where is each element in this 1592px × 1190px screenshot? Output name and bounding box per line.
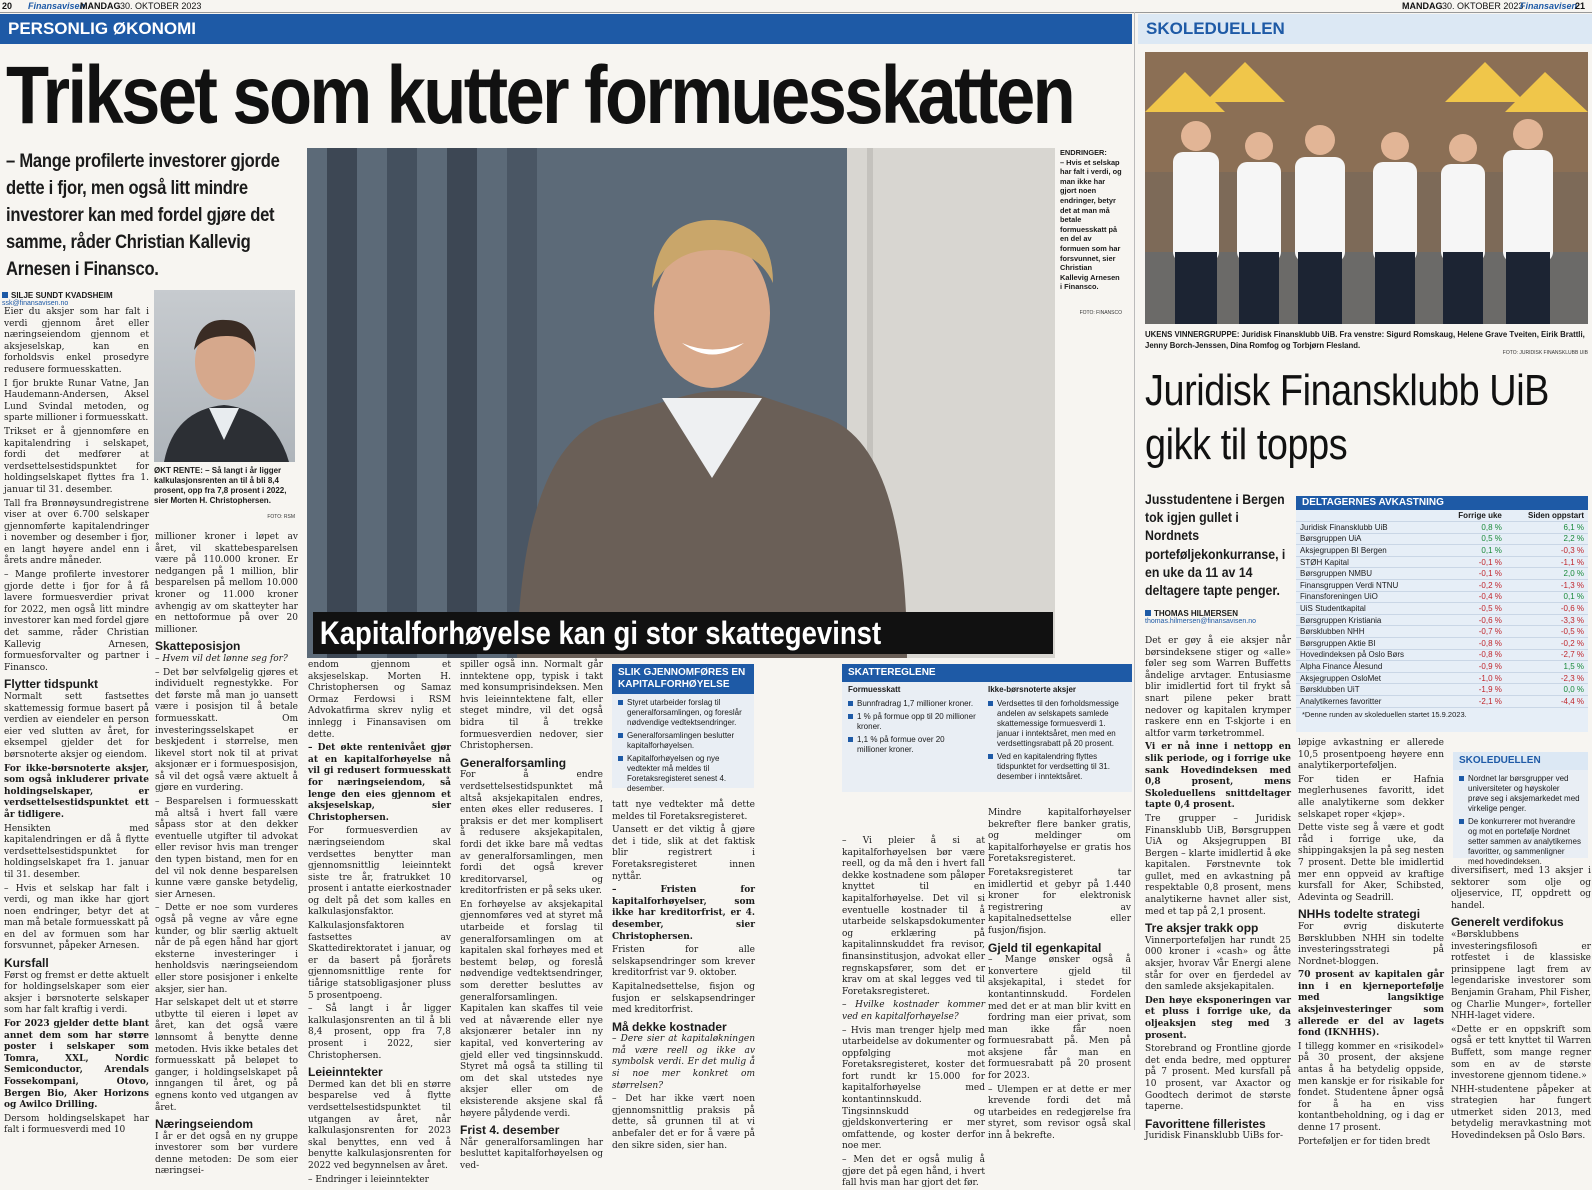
team-name: Børsklubben UiT [1296, 684, 1440, 696]
return-since-start: -4,4 % [1506, 696, 1588, 708]
returns-table-footnote: *Denne runden av skoleduellen startet 15.9.2023. [1302, 709, 1467, 719]
paragraph: Normalt sett fastsettes skattemessig formue basert på verdien av eiendeler en person eier ved slutten av året, for eksempel gjelder det for børsnoterte aksjer og eiendom. [4, 692, 149, 760]
right-lead-container [1145, 490, 1287, 610]
table-row [1296, 591, 1588, 603]
main-caption-label: ENDRINGER: [1060, 148, 1107, 157]
table-row [1296, 580, 1588, 592]
info-box-skattereglene [842, 664, 1132, 792]
table-row [1296, 614, 1588, 626]
main-photo [307, 148, 1055, 658]
return-last-week: -1,9 % [1440, 684, 1506, 696]
right-article-column-2 [1298, 738, 1444, 1147]
headline: Trikset som kutter formuesskatten [6, 50, 1074, 141]
return-since-start: 0,0 % [1506, 684, 1588, 696]
subheading: Favorittene filleristes [1145, 1116, 1266, 1131]
paragraph: Først og fremst er dette aktuelt for holdingselskaper som eier aksjer i børsnoterte selskaper som har falt kraftig i verdi. [4, 970, 149, 1016]
return-since-start: 0,1 % [1506, 591, 1588, 603]
info-box-kapitalforhoyelse [612, 664, 754, 793]
table-row [1296, 696, 1588, 708]
return-since-start: 2,0 % [1506, 568, 1588, 580]
portrait-caption-text: – Så langt i år ligger kalkulasjonsrenten an til å bli 8,4 prosent, opp fra 7,8 prosent i 2022, sier Morten H. Christophersen. [154, 466, 287, 505]
paragraph: Juridisk Finansklubb UiBs for- [1145, 1131, 1284, 1142]
returns-table-box [1296, 496, 1588, 732]
subheading: Gjeld til egenkapital [988, 940, 1102, 955]
group-photo-scene [1145, 52, 1588, 324]
info-box-item: De konkurrerer mot hverandre og mot en portefølje Nordnet setter sammen av analytikernes favoritter, og sammenligner med hovedindeksen. [1459, 817, 1582, 867]
paragraph: Uansett er det viktig å gjøre det i tide, slik at det faktisk blir registrert i Foretaksregisteret innen nyttår. [612, 825, 755, 882]
subheading: Skatteposisjon [155, 639, 241, 654]
paragraph: Dermed kan det bli en større besparelse ved å flytte verdsettelsestidspunktet til utgangen av året, når kalkulasjonsrenten for 2023 skal benyttes, enn ved å benytte kalkulasjonsrenten for 2022 ved begynnelsen av året. [308, 1079, 451, 1171]
portrait-foto-credit: FOTO: RSM [267, 514, 295, 520]
subheading: Frist 4. desember [460, 1123, 560, 1138]
returns-table [1296, 510, 1588, 708]
paragraph: Har selskapet delt ut et større utbytte til eieren i løpet av året, kan det også være lønnsomt å benytte denne metoden. Hvis ikke betales det formuesskatt på beløpet to ganger, i holdingselskapet på inngangen til året, og på egnens konto ved utgangen av året. [155, 998, 298, 1113]
team-name: Hovedindeksen på Oslo Børs [1296, 649, 1440, 661]
return-last-week: -0,5 % [1440, 603, 1506, 615]
right-lead: Jusstudentene i Bergen tok igjen gullet i Nordnets porteføljekonkurranse, i en uke da 11 av 14 deltagere tapte penger. [1145, 491, 1286, 599]
return-since-start: -0,3 % [1506, 545, 1588, 557]
team-name: Børsgruppen NMBU [1296, 568, 1440, 580]
paragraph: – Men det er også mulig å gjøre det på egen hånd, i hvert fall hvis man har gjort det før. [842, 1155, 985, 1189]
article-column-6 [842, 836, 985, 1189]
byline-email[interactable]: ssk@finansavisen.no [2, 300, 69, 307]
table-row [1296, 568, 1588, 580]
paragraph: – Mange ønsker også å konvertere gjeld til aksjekapital, i stedet for kontantinnskudd. Fordelen med det er at man blir kvitt en fordring man eier privat, som man ikke får noen formuesrabatt på. Men på aksjene får man en formuesrabatt på 20 prosent for 2023. [988, 955, 1131, 1082]
paragraph: – Det bør selvfølgelig gjøres et individuelt regnestykke. For det første må man jo uansett være i posisjon til å betale formuesskatt. Om investeringsselskapet er beskjedent i størrelse, men likevel stort nok til at privat aksjonær er i formuesposisjon, så vil det også være aktuelt å gjøre en vurdering. [155, 667, 298, 794]
subheading: Kursfall [4, 956, 49, 971]
section-label: SKOLEDUELLEN [1146, 19, 1285, 38]
subheading: Leieinntekter [308, 1065, 383, 1080]
group-photo [1145, 52, 1588, 324]
paragraph: Tre grupper – Juridisk Finansklubb UiB, Børsgruppen UiA og Aksjegruppen BI Bergen – klarte imidlertid å øke kapitalen. Førstnevnte tok gullet, med en avkastning på respektable 0,8 prosent, mens analytikerne havnet aller sist, med et tap på 2,1 prosent. [1145, 813, 1291, 917]
main-photo-foto-credit: FOTO: FINANSCO [1079, 310, 1122, 316]
return-since-start: -0,2 % [1506, 638, 1588, 650]
paragraph: «Dette er en oppskrift som også er tett knyttet til Warren Buffett, som mange regner som en av de største investorene gjennom tidene.» [1451, 1024, 1591, 1082]
paragraph: For øvrig diskuterte Børsklubben NHH sin todelte investeringsstrategi på Nordnet-bloggen. [1298, 921, 1444, 967]
paragraph: Vinnerporteføljen har rundt 25 000 kroner i «cash» og åtte aksjer, hvorav Vår Energi alene står for over en fjerdedel av den samlede aksjekapitalen. [1145, 935, 1291, 993]
lead-container [6, 148, 306, 288]
paragraph: Trikset er å gjennomføre en kapitalendring i selskapet, fordi det medfører at verdsettelsestidspunktet for holdingselskapet flyttes fra 1. januar til 31. desember. [4, 426, 149, 495]
subheading: Flytter tidspunkt [4, 677, 99, 692]
paragraph: – Fristen for kapitalforhøyelser, som ikke har kreditorfrist, er 4. desember, sier Christophersen. [612, 885, 755, 942]
paragraph: – Hvis man trenger hjelp med utarbeidelse av dokumenter og oppfølging mot Foretaksregisteret, koster det fort rundt kr 15.000 for kapitalforhøyelse med kontantinnskudd. Tingsinnskudd og gjeldskonvertering er mer omfattende, og koster derfor noe mer. [842, 1025, 985, 1152]
returns-table-header [1296, 510, 1588, 522]
info-box-title: SKOLEDUELLEN [1453, 752, 1588, 770]
paragraph: – Så langt i år ligger kalkulasjonsrenten an til å bli 8,4 prosent, opp fra 7,8 prosent i 2022, sier Christophersen. [308, 1004, 451, 1061]
info-box-left-column [842, 682, 982, 789]
info-box-title: SLIK GJENNOMFØRES EN KAPITALFORHØYELSE [612, 664, 754, 694]
info-box-item: Generalforsamlingen beslutter kapitalforhøyelsen. [618, 731, 748, 751]
paragraph: Kapitalnedsettelse, fisjon og fusjon er selskapsendringer med kreditorfrist. [612, 981, 755, 1016]
team-name: Alpha Finance Ålesund [1296, 661, 1440, 673]
info-box-item: Styret utarbeider forslag til generalforsamlingen, og foreslår nødvendige vedtektsendringer. [618, 698, 748, 728]
paragraph: Det er gøy å eie aksjer når børsindeksene stiger og «alle» føler seg som Warren Buffetts åndelige arvtager. Entusiasme blir imidlertid fort til frykt så snart pilene peker bratt nedover og kapitalen krymper raskere enn en T-skjorte i en altfor varm tørketrommel. [1145, 636, 1291, 739]
paragraph: – Dere sier at kapitaløkningen må være reell og ikke av symbolsk verdi. Er det mulig å si noe mer konkret om størrelsen? [612, 1034, 755, 1091]
paragraph: Vi er nå inne i nettopp en slik periode, og i forrige uke sank Hovedindeksen med 0,8 prosent, mens Skoleduellens snittdeltager tapte 0,4 prosent. [1145, 742, 1291, 811]
return-last-week: -0,8 % [1440, 649, 1506, 661]
table-row [1296, 684, 1588, 696]
section-header-skoleduellen [1138, 14, 1592, 44]
paragraph: tatt nye vedtekter må dette meldes til Foretaksregisteret. [612, 800, 755, 822]
paragraph: løpige avkastning er allerede 10,5 prosentpoeng høyere enn analytikerporteføljen. [1298, 738, 1444, 772]
info-box-item: Nordnet lar børsgrupper ved universiteter og høyskoler prøve seg i aksjemarkedet med virkelige penger. [1459, 774, 1582, 814]
team-name: Børsgruppen Kristiania [1296, 614, 1440, 626]
paragraph: – Det har ikke vært noen gjennomsnittlig praksis på dette, så grunnen til at vi anbefaler det er for å være på den sikre siden, sier han. [612, 1094, 755, 1151]
right-headline: Juridisk Finansklubb UiB gikk til topps [1145, 366, 1549, 469]
byline-email[interactable]: thomas.hilmersen@finansavisen.no [1145, 618, 1256, 625]
date-day-right: MANDAG [1402, 1, 1443, 11]
team-name: Børsklubben NHH [1296, 626, 1440, 638]
subheading: NHHs todelte strategi [1298, 907, 1421, 922]
subheading: Næringseiendom [155, 1117, 254, 1132]
paragraph: For ikke-børsnoterte aksjer, som også inkluderer private holdingselskaper, er verdsettelsestidspunktet ett år tidligere. [4, 763, 149, 820]
info-box-item: Verdsettes til den forholdsmessige andelen av selskapets samlede skattemessige formuesverdi 1. januar i inntektsåret, men med en verdsettingsrabatt på 20 prosent. [988, 699, 1126, 749]
team-name: Finansgruppen Verdi NTNU [1296, 580, 1440, 592]
paragraph: – Dette er noe som vurderes også på vegne av våre egne kunder, og blir særlig aktuelt når de på egen hånd har gjort eksterne investeringer i henholdsvis næringseiendom eller store posisjoner i enkelte aksjer, sier han. [155, 903, 298, 995]
team-name: Aksjegruppen OsloMet [1296, 672, 1440, 684]
paragraph: – Det økte rentenivået gjør at en kapitalforhøyelse nå vil gi redusert formuesskatt for næringseiendom, så lenge den eies gjennom et aksjeselskap, sier Christophersen. [308, 743, 451, 823]
return-last-week: -0,2 % [1440, 580, 1506, 592]
page-gutter [1134, 12, 1135, 1130]
right-byline [1145, 609, 1287, 625]
info-box-item: Ved en kapitalendring flyttes tidspunktet for verdsetting til 31. desember i inntektsåret. [988, 752, 1126, 782]
team-name: Juridisk Finansklubb UiB [1296, 522, 1440, 534]
right-headline-container [1145, 364, 1588, 474]
return-last-week: 0,5 % [1440, 533, 1506, 545]
info-box-item: Kapitalforhøyelsen og nye vedtekter må meldes til Foretaksregisteret senest 4. desember. [618, 754, 748, 794]
return-since-start: -0,6 % [1506, 603, 1588, 615]
info-box-item: 1 % på formue opp til 20 millioner kroner. [848, 712, 976, 732]
info-box-item: Bunnfradrag 1,7 millioner kroner. [848, 699, 976, 709]
byline [2, 291, 152, 307]
subheading: Generelt verdifokus [1451, 915, 1564, 930]
right-article-column-3 [1451, 866, 1591, 1142]
portrait-caption-label: ØKT RENTE: [154, 466, 203, 475]
group-photo-caption [1145, 330, 1588, 351]
team-name: Børsgruppen Aktie BI [1296, 638, 1440, 650]
paragraph: – Endringer i leieinntekter [308, 1174, 429, 1185]
return-since-start: -1,3 % [1506, 580, 1588, 592]
paragraph: For å endre verdsettelsestidspunktet må altså aksjekapitalen endres, enten økes eller reduseres. I praksis er det mer komplisert å redusere aksjekapitalen, fordi det ikke bare må vedtas av generalforsamlingen, men fordi det også krever kreditorvarsel, og kreditorfristen er på seks uker. [460, 770, 603, 897]
returns-table-body [1296, 522, 1588, 708]
subheading: Tre aksjer trakk opp [1145, 921, 1259, 936]
info-box-skoleduellen [1453, 752, 1588, 866]
paragraph: Dette viste seg å være et godt råd i forrige uke, da shippingaksjen la på seg nesten 7 prosent. Dette ble imidlertid mer enn oppveid av kraftige kursfall for Aker, Schibsted, Adevinta og Seadrill. [1298, 823, 1444, 903]
paragraph: En forhøyelse av aksjekapital gjennomføres ved at styret må utarbeide et forslag til generalforsamlingen om at kapitalen skal forhøyes med et bestemt beløp, og foreslå nødvendige vedtektsendringer, som deretter besluttes av generalforsamlingen. Kapitalen kan skaffes til veie ved at nåværende eller nye aksjonærer betaler inn ny kapital, ved konvertering av gjeld eller ved tingsinnskudd. Styret må også ta stilling til om det skal utstedes nye aksjer eller om de eksisterende aksjene skal få høyere pålydende verdi. [460, 899, 603, 1119]
paragraph: For 2023 gjelder dette blant annet dem som har større poster i selskaper som Tomra, XXL, Nordic Semiconductor, Arendals Fossekompani, Otovo, Bergen Bio, Aker Horizons og Awilco Drilling. [4, 1019, 149, 1111]
date-right: 30. OKTOBER 2023 [1442, 1, 1524, 11]
team-name: Aksjegruppen BI Bergen [1296, 545, 1440, 557]
returns-header-name [1296, 510, 1440, 522]
paragraph: Kalkulasjonsfaktoren fastsettes av Skattedirektoratet i januar, og er da basert på fjorårets gjennomsnittlige rente for tiårige statsobligasjoner pluss 5 prosentpoeng. [308, 921, 451, 1001]
return-since-start: 1,5 % [1506, 661, 1588, 673]
team-name: Analytikernes favoritter [1296, 696, 1440, 708]
page-number-left: 20 [2, 1, 13, 11]
paragraph: spiller også inn. Normalt går inntektene opp, typisk i takt med konsumprisindeksen. Men hvis leieinntektene falt, eller steget mindre, vil det også bidra til å trekke formuesverdien nedover, sier Christophersen. [460, 660, 603, 752]
paragraph: millioner kroner i løpet av året, vil skattebesparelsen være på 110.000 kroner. Er nedgangen på 1 million, blir besparelsen på mellom 10.000 kroner og 11.000 kroner avhengig av om skatteyter har en nettoformue på over 20 millioner. [155, 532, 298, 635]
article-column-5 [612, 800, 755, 1151]
paragraph: – Hvis et selskap har falt i verdi, og man ikke har gjort noen endringer, betyr det at man må betale formuesskatt på en del av formuen som har forsvunnet, påpeker Arnesen. [4, 883, 149, 952]
paragraph: Tall fra Brønnøysundregistrene viser at over 6.700 selskaper gjennomførte kapitalendringer i november og desember i fjor, en langt høyere andel enn i årets andre måneder. [4, 498, 149, 567]
paragraph: – Besparelsen i formuesskatt må altså i hvert fall være såpass stor at den dekker eventuelle utgifter til advokat eller revisor hvis man trenger den typen bistand, men for en del vil nok denne besparelsen kunne være ganske betydelig, sier Arnesen. [155, 797, 298, 900]
team-name: UiS Studentkapital [1296, 603, 1440, 615]
byline-name: THOMAS HILMERSEN [1154, 609, 1238, 618]
return-last-week: -1,0 % [1440, 672, 1506, 684]
table-row [1296, 626, 1588, 638]
returns-header-forrige: Forrige uke [1440, 510, 1506, 522]
table-row [1296, 638, 1588, 650]
paragraph: «Børsklubbens investeringsfilosofi er rotfestet i de klassiske prinsippene lagt frem av legendariske investorer som Benjamin Graham, Phil Fisher, og Charlie Munger», forteller NHH-laget videre. [1451, 929, 1591, 1022]
section-header-personlig-okonomi [0, 14, 1132, 44]
brand-left: Finansavisen [28, 1, 86, 11]
page-number-right: 21 [1575, 1, 1586, 11]
table-row [1296, 661, 1588, 673]
return-last-week: 0,1 % [1440, 545, 1506, 557]
paragraph: Porteføljen er for tiden bredt [1298, 1136, 1431, 1147]
info-box-columns [842, 682, 1132, 789]
brand-right: Finansavisen [1520, 1, 1578, 11]
paragraph: Storebrand og Frontline gjorde det enda bedre, med oppturer på 7 prosent. Med kursfall på 10 prosent, var Axactor og Goodtech derimot de største taperne. [1145, 1044, 1291, 1113]
main-caption-text: – Hvis et selskap har falt i verdi, og man ikke har gjort noen endringer, betyr det at man må betale formuesskatt på en del av formuen som har forsvunnet, sier Christian Kallevig Arnesen i Finansco. [1060, 157, 1122, 292]
lead-text: – Mange profilerte investorer gjorde dette i fjor, men også litt mindre investorer kan med fordel gjøre det samme, råder Christian Kallevig Arnesen i Finansco. [6, 150, 280, 280]
group-caption-text: Juridisk Finansklubb UiB. Fra venstre: Sigurd Romskaug, Helene Grave Tveiten, Eirik Brattli, Jenny Borch-Jenssen, Dina Romfog og Torbjørn Flesland. [1145, 330, 1585, 350]
paragraph: Når generalforsamlingen har besluttet kapitalforhøyelsen og ved- [460, 1137, 603, 1171]
paragraph: For tiden er Hafnia meglerhusenes favoritt, idet alle analytikerne som dekker selskapet roper «kjøp». [1298, 774, 1444, 820]
paragraph: Fristen for alle selskapsendringer som krever kreditorfrist var 9. oktober. [612, 945, 755, 979]
paragraph: 70 prosent av kapitalen går inn i en kjerneportefølje med langsiktige aksjeinvesteringer som allerede er del av lagets fond (IKNHHS). [1298, 970, 1444, 1039]
group-caption-label: UKENS VINNERGRUPPE: [1145, 330, 1240, 339]
info-box-right-column [982, 682, 1132, 789]
return-last-week: -2,1 % [1440, 696, 1506, 708]
paragraph: Dersom holdingselskapet har falt i formuesverdi med 10 [4, 1113, 149, 1136]
return-last-week: -0,6 % [1440, 614, 1506, 626]
paragraph: Mindre kapitalforhøyelser bekrefter flere banker gratis, og meldinger om kapitalforhøyelse er gratis hos Foretaksregisteret. [988, 808, 1131, 865]
paragraph: diversifisert, med 13 aksjer i sektorer som olje og oljeservice, IT, oppdrett og handel. [1451, 866, 1591, 911]
paragraph: – Ulempen er at dette er mer krevende fordi det må utarbeides en redegjørelse fra styret, som revisor også skal inn å bekrefte. [988, 1084, 1131, 1142]
table-row [1296, 603, 1588, 615]
date-day-left: MANDAG [80, 1, 121, 11]
paragraph: Hensikten med kapitalendringen er då å flytte verdsettelsestidspunktet for holdingselskapet fra 1. januar til 31. desember. [4, 823, 149, 880]
table-row [1296, 533, 1588, 545]
main-photo-caption [1060, 148, 1122, 292]
paragraph: I år er det også en ny gruppe investorer som bør vurdere denne metoden: De som eier næringsei- [155, 1131, 298, 1177]
return-last-week: -0,4 % [1440, 591, 1506, 603]
paragraph: – Mange profilerte investorer gjorde dette i fjor for å få lavere formuesverdier privat for 2022, men også litt mindre investorer kan med fordel gjøre det samme, råder Christian Kallevig Arnesen, formuesforvalter og partner i Finansco. [4, 570, 149, 673]
portrait-photo [154, 290, 295, 462]
section-label: PERSONLIG ØKONOMI [8, 19, 196, 38]
return-since-start: -3,3 % [1506, 614, 1588, 626]
paragraph: For formuesverdien av næringseiendom skal verdsettes benytter man gjennomsnittlig leieinntekt siste tre år, fratrukket 10 prosent i antatte eierkostnader og delt på det som kalles en kalkulasjonsfaktor. [308, 826, 451, 918]
info-box-list [1453, 770, 1588, 874]
header-rule [0, 12, 1592, 13]
returns-header-oppstart: Siden oppstart [1506, 510, 1588, 522]
byline-name: SILJE SUNDT KVADSHEIM [11, 291, 113, 300]
return-last-week: -0,1 % [1440, 568, 1506, 580]
article-column-1 [4, 307, 149, 1136]
table-row [1296, 649, 1588, 661]
article-column-2 [155, 532, 298, 1177]
return-since-start: 2,2 % [1506, 533, 1588, 545]
byline-square-icon [1145, 610, 1151, 616]
subheading: Generalforsamling [460, 755, 567, 770]
portrait-figure [154, 290, 295, 462]
headline-container [6, 52, 1126, 140]
team-name: Finansforeningen UiO [1296, 591, 1440, 603]
paragraph: I tillegg kommer en «risikodel» på 30 prosent, der aksjene antas å ha betydelig oppside, men kanskje er for risikable for fondet. Studentene åpner også for å ha en viss kontantbeholdning, og i dag er denne 17 prosent. [1298, 1041, 1444, 1133]
page-header-bar [0, 0, 1592, 12]
main-photo-scene [307, 148, 1055, 658]
paragraph: – Vi pleier å si at kapitalforhøyelsen bør være reell, og da må den i hvert fall dekke kostnadene som påløper knyttet til en kapitalforhøyelse. Det vil si eventuelle kostnader til å utarbeide selskapsdokumenter og erklæring på kapitalinnskuddet fra revisor, finansinstitusjon, advokat eller regnskapsfører, som det er krav om at skal legges ved til Foretaksregisteret. [842, 836, 985, 997]
article-column-7 [988, 808, 1131, 1142]
date-left: 30. OKTOBER 2023 [120, 1, 202, 11]
info-box-list [612, 694, 754, 801]
returns-table-title: DELTAGERNES AVKASTNING [1296, 496, 1588, 510]
table-row [1296, 545, 1588, 557]
subheading: Må dekke kostnader [612, 1019, 727, 1034]
team-name: STØH Kapital [1296, 556, 1440, 568]
photo-title-bar [313, 612, 1053, 654]
paragraph: Den høye eksponeringen var et pluss i forrige uke, da oljeaksjen steg med 3 prosent. [1145, 995, 1291, 1041]
right-article-column-1 [1145, 636, 1291, 1142]
info-box-item: 1,1 % på formue over 20 millioner kroner. [848, 735, 976, 755]
return-since-start: -0,5 % [1506, 626, 1588, 638]
return-since-start: -2,3 % [1506, 672, 1588, 684]
paragraph: I fjor brukte Runar Vatne, Jan Haudemann-Andersen, Aksel Lund Svindal metoden, og sparte millioner i formuesskatt. [4, 378, 149, 424]
article-column-4 [460, 660, 603, 1171]
paragraph: endom gjennom et aksjeselskap. Morten H. Christophersen og Samaz Ormaz Ferdowsi i RSM Advokatfirma skrev nylig et innlegg i Finansavisen om dette. [308, 660, 451, 740]
return-last-week: -0,9 % [1440, 661, 1506, 673]
info-box-subhead: Formuesskatt [848, 685, 901, 694]
byline-square-icon [2, 292, 8, 298]
paragraph: Eier du aksjer som har falt i verdi gjennom året eller næringseiendom gjennom et aksjeselskap, kan en forholdsvis enkel prosedyre redusere formuesskatten. [4, 307, 149, 375]
info-box-subhead: Ikke-børsnoterte aksjer [988, 685, 1077, 694]
article-column-3 [308, 660, 451, 1185]
return-last-week: 0,8 % [1440, 522, 1506, 534]
return-since-start: -1,1 % [1506, 556, 1588, 568]
return-last-week: -0,7 % [1440, 626, 1506, 638]
paragraph: – Hvem vil det lønne seg for? [155, 653, 288, 664]
table-row [1296, 522, 1588, 534]
return-since-start: -2,7 % [1506, 649, 1588, 661]
portrait-caption [154, 466, 295, 506]
photo-title: Kapitalforhøyelse kan gi stor skattegevinst [319, 615, 882, 651]
table-row [1296, 672, 1588, 684]
return-since-start: 6,1 % [1506, 522, 1588, 534]
return-last-week: -0,1 % [1440, 556, 1506, 568]
paragraph: – Hvilke kostnader kommer ved en kapitalforhøyelse? [842, 1000, 985, 1022]
paragraph: NHH-studentene påpeker at strategien har fungert utmerket siden 2013, med betydelig meravkastning mot Hovedindeksen på Oslo Børs. [1451, 1084, 1591, 1142]
team-name: Børsgruppen UiA [1296, 533, 1440, 545]
info-box-title: SKATTEREGLENE [842, 664, 1132, 682]
table-row [1296, 556, 1588, 568]
group-photo-foto-credit: FOTO: JURIDISK FINANSKLUBB UIB [1502, 350, 1588, 356]
paragraph: Foretaksregisteret tar imidlertid et gebyr på 1.440 kroner for elektronisk registrering av kapitalnedsettelse eller fusjon/fisjon. [988, 867, 1131, 936]
return-last-week: -0,8 % [1440, 638, 1506, 650]
